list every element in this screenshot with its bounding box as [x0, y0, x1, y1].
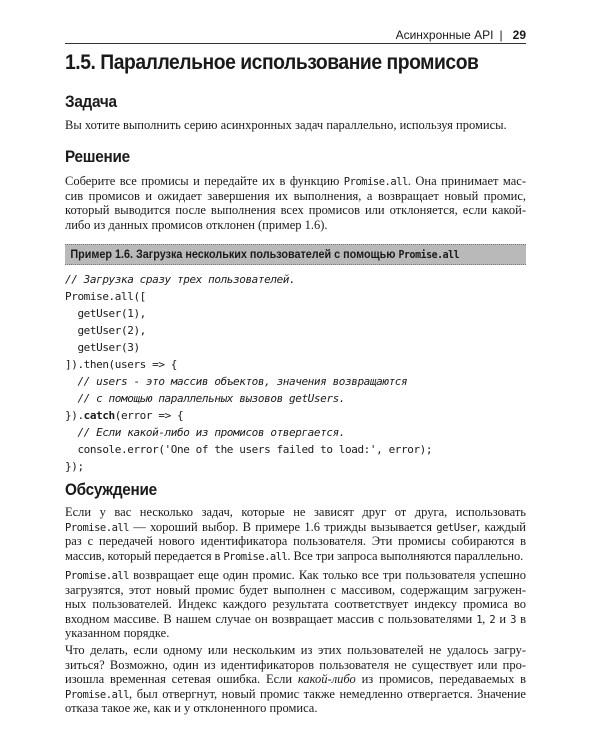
text-segment: который выводится после выполнения всех промисов или отклоняется, если какой- [65, 203, 526, 217]
text-segment: отказа такое же, как и у отклоненного промиса. [65, 701, 318, 715]
discussion-paragraph-1 [65, 505, 526, 563]
code-token: ]).then(users => { [65, 358, 178, 371]
text-segment: Соберите все промисы и передайте их в функцию [65, 174, 344, 188]
code-line [65, 305, 432, 322]
inline-code: getUser [436, 521, 478, 534]
code-token: getUser(1), [65, 307, 146, 320]
text-line [65, 643, 526, 658]
text-line [65, 549, 526, 564]
inline-code: Promise.all [343, 176, 408, 188]
text-line [65, 189, 526, 204]
text-segment: массив, который передается в [65, 548, 224, 563]
page-number: 29 [512, 28, 526, 42]
text-line [65, 203, 526, 218]
code-comment: // Загрузка сразу трех пользователей. [65, 273, 296, 286]
section-title: 1.5. Параллельное использование промисов [65, 51, 479, 74]
text-segment: , [482, 611, 490, 626]
code-line [65, 390, 432, 407]
discussion-paragraph-2 [65, 568, 526, 641]
code-line [65, 288, 432, 305]
text-segment: указанном порядке. [65, 626, 170, 640]
code-line [65, 271, 432, 288]
text-segment: — хороший выбор. В примере 1.6 трижды вызывается [129, 519, 437, 534]
text-line [65, 612, 526, 627]
text-line [65, 626, 526, 641]
heading-task: Задача [65, 92, 117, 111]
code-comment: // Если какой-либо из промисов отвергается. [65, 426, 346, 439]
inline-code: 1 [476, 613, 483, 626]
code-line [65, 322, 432, 339]
code-token: catch [83, 409, 115, 422]
text-segment: сив промисов и ожидает завершения их выполнения, а возвращает новый промис, [65, 188, 526, 203]
inline-code: Promise.all [223, 550, 288, 563]
code-comment: // с помощью параллельных вызовов getUsers. [65, 392, 346, 405]
header-separator: | [499, 28, 503, 42]
text-segment: Вы хотите выполнить серию асинхронных задач параллельно, используя промисы. [65, 118, 507, 132]
code-token: console.error('One of the users failed to load:', error); [65, 443, 433, 456]
text-segment: какой-либо [297, 672, 356, 686]
text-segment: возвращает еще один промис. Как только все три пользователя успешно [129, 568, 526, 582]
example-caption-code: Promise.all [398, 248, 460, 261]
heading-discussion: Обсуждение [65, 480, 157, 499]
text-segment: либо из данных промисов отклонен (пример 1.6). [65, 217, 328, 232]
text-segment: , был отвергнут, новый промис также немедленно отвергается. Значение [129, 686, 526, 701]
code-line [65, 441, 432, 458]
text-line [65, 520, 526, 535]
inline-code: 2 [489, 613, 496, 626]
inline-code: Promise.all [65, 688, 130, 701]
text-line [65, 534, 526, 549]
code-token: Promise.all([ [65, 290, 146, 303]
text-segment: в [515, 611, 526, 626]
text-segment: ных пользователей. Индекс каждого результата соответствует индексу промиса во [65, 597, 526, 611]
text-line [65, 658, 526, 673]
text-line [65, 583, 526, 598]
text-segment: . Все три запроса выполняются параллельно. [287, 548, 524, 563]
text-segment: и [495, 611, 511, 626]
running-header [65, 28, 526, 44]
discussion-paragraph-3 [65, 643, 526, 716]
text-segment: . Она принимает мас- [407, 174, 526, 188]
inline-code: 3 [510, 613, 516, 626]
text-segment: изошла временная сетевая ошибка. Если [65, 672, 298, 686]
text-line [65, 672, 526, 687]
text-segment: Если у вас несколько задач, которые не зависят друг от друга, использовать [65, 505, 526, 519]
code-line [65, 356, 432, 373]
code-line [65, 407, 432, 424]
text-segment: из промисов, передаваемых в [355, 672, 526, 686]
text-segment: загрузятся, этот новый промис будет выполнен с массивом, содержащим загружен- [65, 582, 526, 597]
text-line [65, 505, 526, 520]
code-token: getUser(3) [65, 341, 140, 354]
example-caption [65, 244, 526, 265]
text-line [65, 597, 526, 612]
text-line [65, 701, 526, 716]
text-segment: раз с передачей нового идентификатора пользователя. Эти промисы собираются в [65, 534, 526, 548]
text-segment: Что делать, если одному или нескольким из этих пользователей не удалось загру- [65, 643, 526, 657]
code-line [65, 458, 432, 475]
text-segment: входном массиве. В нашем случае он возвращает массив с пользователями [65, 611, 477, 626]
text-segment: , каждый [477, 519, 526, 534]
text-line [65, 174, 526, 189]
example-caption-text: Пример 1.6. Загрузка нескольких пользователей с помощью [70, 247, 399, 261]
task-paragraph [65, 118, 526, 133]
text-line [65, 218, 526, 233]
inline-code: Promise.all [65, 521, 130, 534]
text-line [65, 687, 526, 702]
code-listing [65, 271, 432, 475]
solution-paragraph [65, 174, 526, 232]
text-line [65, 118, 526, 133]
code-token: }); [65, 460, 84, 473]
code-line [65, 373, 432, 390]
text-segment: зиться? Возможно, один из идентификаторов пользователя не существует или про- [65, 657, 526, 672]
chapter-title: Асинхронные API [395, 28, 494, 42]
text-line [65, 568, 526, 583]
code-token: getUser(2), [65, 324, 146, 337]
code-line [65, 339, 432, 356]
code-token: }). [65, 409, 84, 422]
heading-solution: Решение [65, 147, 130, 166]
inline-code: Promise.all [65, 570, 130, 582]
code-token: (error => { [114, 409, 184, 422]
code-line [65, 424, 432, 441]
code-comment: // users - это массив объектов, значения возвращаются [65, 375, 408, 388]
